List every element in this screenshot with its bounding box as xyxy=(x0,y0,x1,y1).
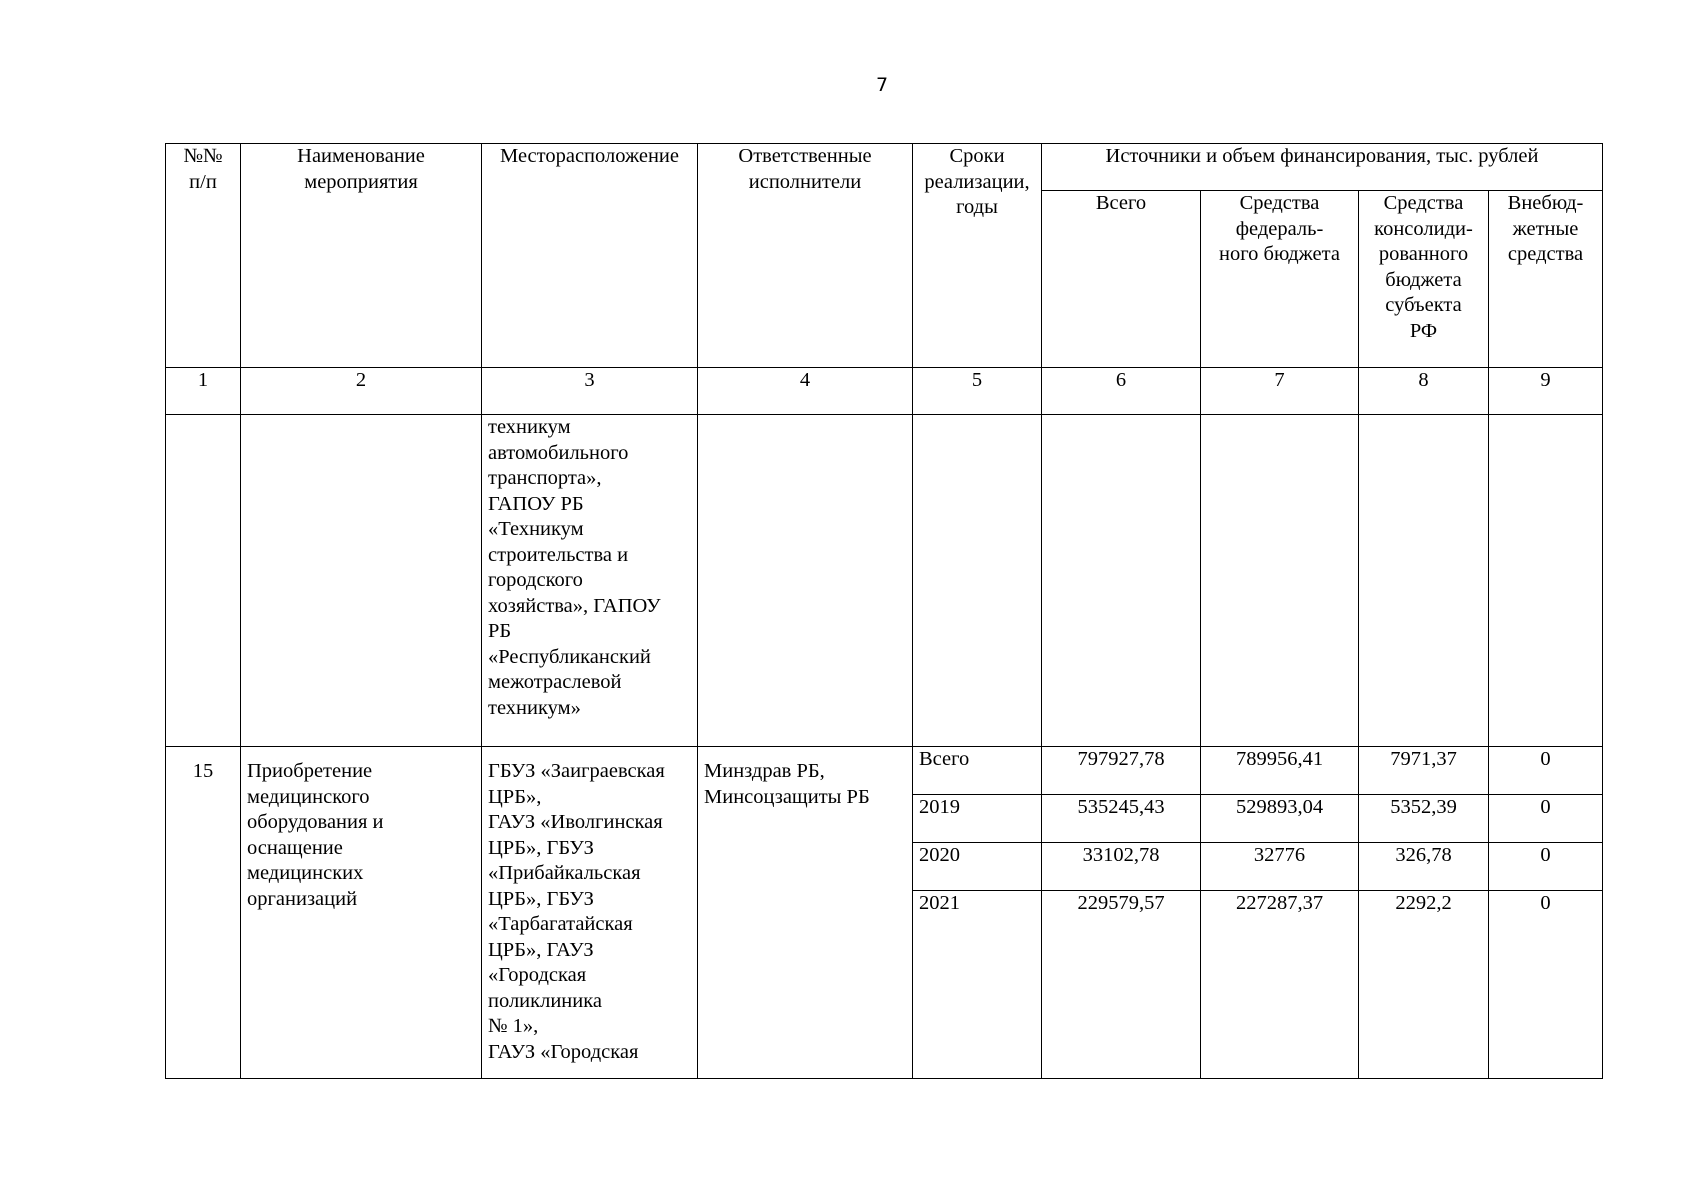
header-federal: Средства федераль- ного бюджета xyxy=(1201,191,1359,368)
column-number: 9 xyxy=(1489,368,1603,415)
column-number: 1 xyxy=(166,368,241,415)
cell-period: 2020 xyxy=(913,843,1042,891)
header-total: Всего xyxy=(1042,191,1201,368)
header-extrabudget: Внебюд- жетные средства xyxy=(1489,191,1603,368)
cell-federal: 32776 xyxy=(1201,843,1359,891)
cell-period: 2019 xyxy=(913,795,1042,843)
financing-table xyxy=(165,143,1603,1079)
header-financing-group: Источники и объем финансирования, тыс. рублей xyxy=(1042,144,1603,191)
cell-regional: 7971,37 xyxy=(1359,747,1489,795)
column-numbers-row xyxy=(166,368,1603,415)
header-responsible: Ответственные исполнители xyxy=(698,144,913,368)
cell-total: 535245,43 xyxy=(1042,795,1201,843)
table-row xyxy=(166,415,1603,747)
cell-regional: 5352,39 xyxy=(1359,795,1489,843)
cell-row-number: 15 xyxy=(166,747,241,1079)
header-location: Месторасположение xyxy=(482,144,698,368)
header-number: №№ п/п xyxy=(166,144,241,368)
cell-location: ГБУЗ «Заиграевская ЦРБ», ГАУЗ «Иволгинская ЦРБ», ГБУЗ «Прибайкальская ЦРБ», ГБУЗ «Тарбагатайская ЦРБ», ГАУЗ «Городская поликлиника № 1», ГАУЗ «Городская xyxy=(482,747,698,1079)
column-number: 6 xyxy=(1042,368,1201,415)
cell-regional: 326,78 xyxy=(1359,843,1489,891)
cell-federal: 227287,37 xyxy=(1201,891,1359,1079)
column-number: 4 xyxy=(698,368,913,415)
cell-extrabudget: 0 xyxy=(1489,843,1603,891)
cell-extrabudget: 0 xyxy=(1489,891,1603,1079)
cell-empty xyxy=(1359,415,1489,747)
cell-empty xyxy=(698,415,913,747)
cell-period: Всего xyxy=(913,747,1042,795)
cell-total: 33102,78 xyxy=(1042,843,1201,891)
page-number: 7 xyxy=(875,74,889,96)
cell-empty xyxy=(1489,415,1603,747)
header-name: Наименование мероприятия xyxy=(241,144,482,368)
column-number: 2 xyxy=(241,368,482,415)
cell-total: 229579,57 xyxy=(1042,891,1201,1079)
cell-measure-name: Приобретение медицинского оборудования и оснащение медицинских организаций xyxy=(241,747,482,1079)
cell-empty xyxy=(1042,415,1201,747)
cell-responsible: Минздрав РБ, Минсоцзащиты РБ xyxy=(698,747,913,1079)
column-number: 8 xyxy=(1359,368,1489,415)
cell-empty xyxy=(166,415,241,747)
cell-period: 2021 xyxy=(913,891,1042,1079)
cell-empty xyxy=(913,415,1042,747)
cell-federal: 789956,41 xyxy=(1201,747,1359,795)
cell-federal: 529893,04 xyxy=(1201,795,1359,843)
cell-empty xyxy=(1201,415,1359,747)
column-number: 3 xyxy=(482,368,698,415)
header-row xyxy=(166,144,1603,191)
cell-regional: 2292,2 xyxy=(1359,891,1489,1079)
column-number: 5 xyxy=(913,368,1042,415)
cell-location: техникум автомобильного транспорта», ГАПОУ РБ «Техникум строительства и городского хозяйства», ГАПОУ РБ «Республиканский межотраслевой техникум» xyxy=(482,415,698,747)
cell-total: 797927,78 xyxy=(1042,747,1201,795)
cell-extrabudget: 0 xyxy=(1489,747,1603,795)
cell-empty xyxy=(241,415,482,747)
header-regional: Средства консолиди- рованного бюджета субъекта РФ xyxy=(1359,191,1489,368)
column-number: 7 xyxy=(1201,368,1359,415)
table-row xyxy=(166,747,1603,795)
cell-extrabudget: 0 xyxy=(1489,795,1603,843)
header-period: Сроки реализации, годы xyxy=(913,144,1042,368)
